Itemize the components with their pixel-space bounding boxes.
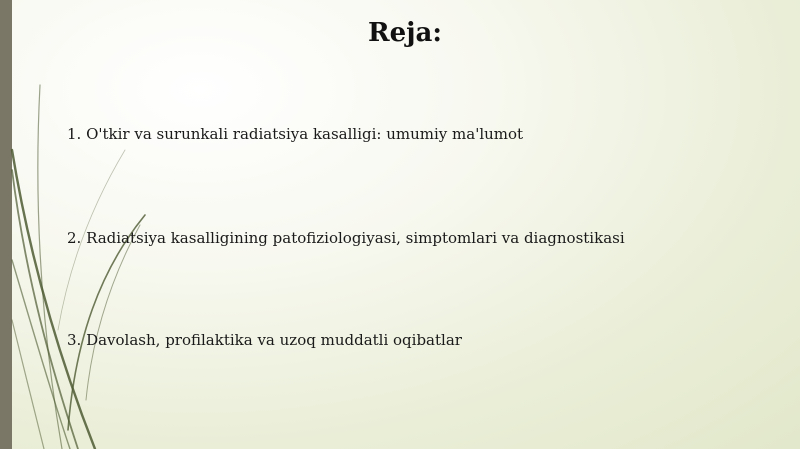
- slide-title: Reja:: [367, 18, 442, 48]
- plan-item: 3. Davolash, profilaktika va uzoq muddatli oqibatlar: [67, 331, 462, 349]
- plan-item: 2. Radiatsiya kasalligining patofiziologiyasi, simptomlari va diagnostikasi: [67, 229, 625, 247]
- plan-item: 1. O'tkir va surunkali radiatsiya kasalligi: umumiy ma'lumot: [67, 125, 524, 143]
